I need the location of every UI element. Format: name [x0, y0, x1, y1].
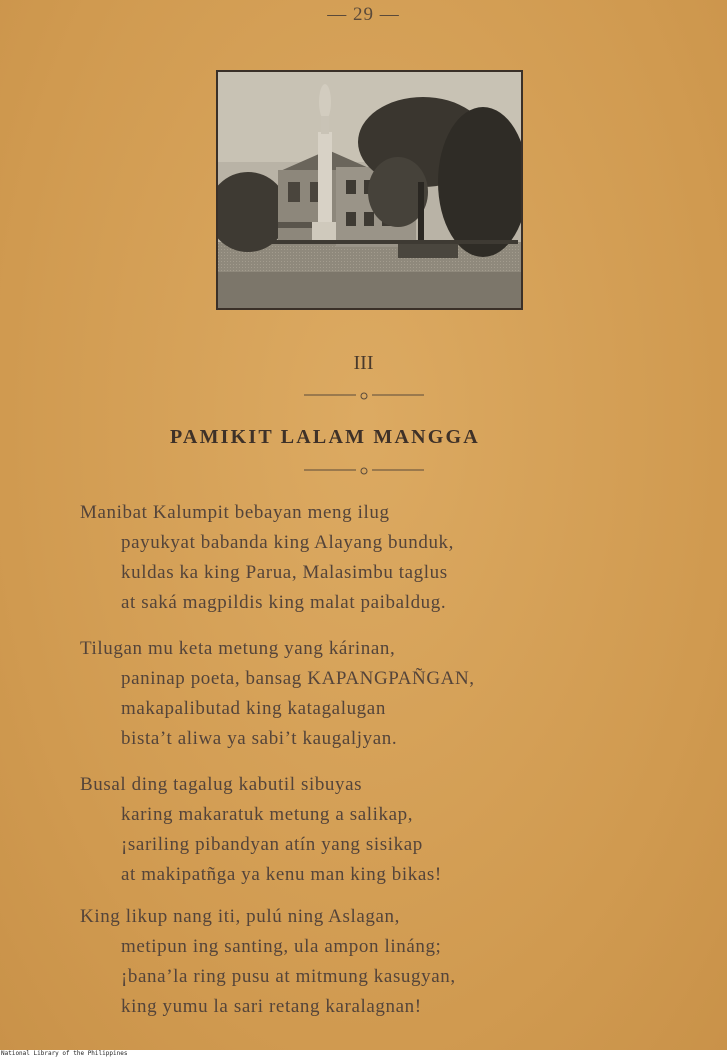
verse-line: Manibat Kalumpit bebayan meng ilug	[80, 502, 390, 523]
verse-line: Busal ding tagalug kabutil sibuyas	[80, 774, 363, 795]
poem-title: PAMIKIT LALAM MANGGA	[170, 426, 480, 448]
verse-line: metipun ing santing, ula ampon lináng;	[121, 936, 442, 957]
verse-line: ¡sariling pibandyan atín yang sisikap	[121, 834, 423, 855]
verse-line: karing makaratuk metung a salikap,	[121, 804, 414, 825]
library-footer: National Library of the Philippines	[0, 1050, 727, 1058]
verse-line: kuldas ka king Parua, Malasimbu taglus	[121, 562, 448, 583]
verse-line: paninap poeta, bansag KAPANGPAÑGAN,	[121, 668, 475, 689]
verse-line: king yumu la sari retang karalagnan!	[121, 996, 422, 1017]
section-numeral: III	[353, 352, 374, 374]
photograph	[216, 70, 523, 310]
verse-line: King likup nang iti, pulú ning Aslagan,	[80, 906, 400, 927]
verse-line: payukyat babanda king Alayang bunduk,	[121, 532, 454, 553]
ornament-divider	[0, 463, 727, 481]
verse-line: at saká magpildis king malat paibaldug.	[121, 592, 447, 613]
verse-line: at makipatñga ya kenu man king bikas!	[121, 864, 442, 885]
verse-line: makapalibutad king katagalugan	[121, 698, 386, 719]
verse-line: Tilugan mu keta metung yang kárinan,	[80, 638, 396, 659]
church-plaza-photo-icon	[218, 72, 521, 308]
verse-line: ¡bana’la ring pusu at mitmung kasugyan,	[121, 966, 456, 987]
ornament-divider	[0, 388, 727, 406]
page-number: — 29 —	[327, 4, 400, 25]
verse-line: bista’t aliwa ya sabi’t kaugaljyan.	[121, 728, 398, 749]
